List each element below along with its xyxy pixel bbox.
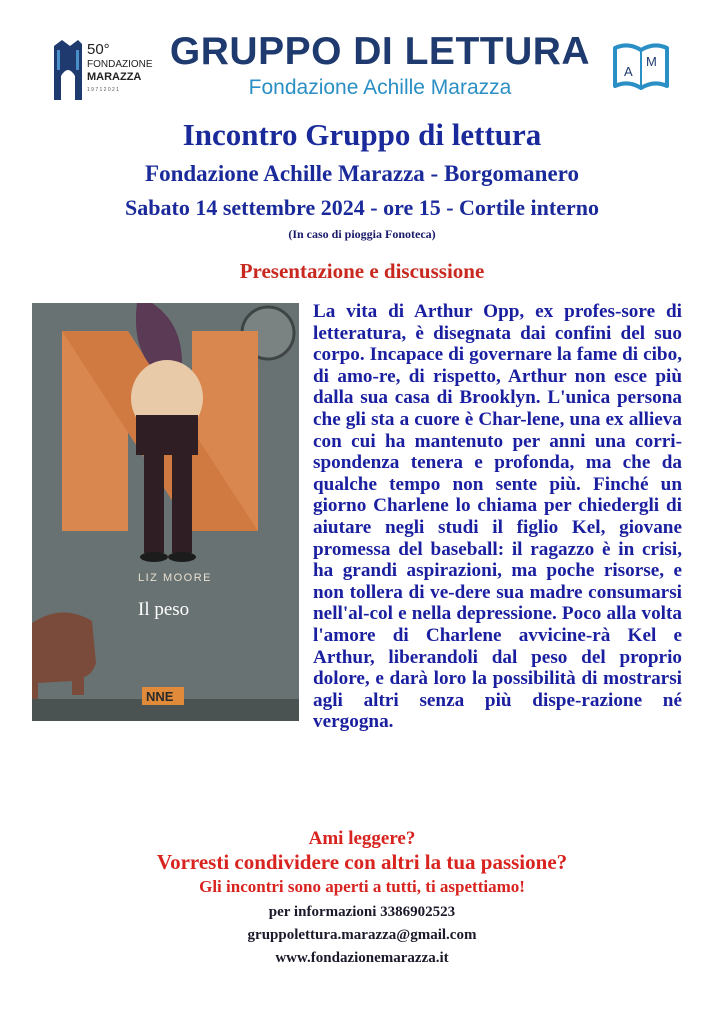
cover-title: Il peso (138, 599, 190, 620)
event-title: Incontro Gruppo di lettura (182, 117, 542, 152)
event-rain-note: (In caso di pioggia Fonoteca) (288, 227, 436, 241)
open-book-logo (612, 40, 670, 94)
header-subtitle: Fondazione Achille Marazza (248, 76, 512, 99)
cover-publisher: NNE (146, 689, 174, 704)
presentation-heading: Presentazione e discussione (239, 259, 485, 283)
fondazione-marazza-50-logo (52, 36, 156, 102)
logo-letter-a: A (624, 64, 633, 79)
logo-line2: MARAZZA (87, 71, 142, 83)
logo-line1: FONDAZIONE (87, 59, 153, 70)
logo-years: 1 9 7 1 2 0 2 1 (87, 87, 119, 93)
footer-share-passion: Vorresti condividere con altri la tua passione? (156, 850, 568, 874)
footer-open-invitation: Gli incontri sono aperti a tutti, ti aspettiamo! (199, 877, 525, 896)
event-date: Sabato 14 settembre 2024 - ore 15 - Cortile interno (125, 195, 599, 220)
footer-question: Ami leggere? (308, 828, 416, 849)
logo-anniversary: 50° (87, 41, 110, 58)
header-title: GRUPPO DI LETTURA (169, 30, 591, 73)
open-book-icon (612, 40, 670, 94)
cover-author: LIZ MOORE (138, 572, 213, 584)
event-location: Fondazione Achille Marazza - Borgomanero (145, 161, 579, 186)
footer-phone-info: per informazioni 3386902523 (268, 904, 456, 920)
footer-website: www.fondazionemarazza.it (275, 950, 449, 966)
footer-email: gruppolettura.marazza@gmail.com (247, 927, 477, 943)
book-description-block (32, 301, 682, 753)
building-arch-icon (52, 36, 156, 102)
logo-letter-m: M (646, 54, 657, 69)
cover-float-spacer (32, 301, 313, 753)
book-description: La vita di Arthur Opp, ex profes-sore di letteratura, è disegnata dai confini del suo corpo. Incapace di governare la fame di cibo, di amo-re, di rispetto, Arthur non esce più dalla sua casa di Brooklyn. L'unica persona che gli sta a cuore è Char-lene, una ex allieva con cui ha mantenuto per anni una corri-spondenza tenera e profonda, ma che da qualche tempo non sente più. Finché un giorno Charlene lo chiama per chiedergli di aiutare negli studi il figlio Kel, giovane promessa del baseball: il ragazzo è in crisi, ha grandi aspirazioni, ma poche risorse, e non tollera di ve-dere sua madre consumarsi nell'al-col e nella depressione. Poco alla volta l'amore di Charlene avvicine-rà Kel e Arthur, liberandoli dal peso del proprio dolore, e darà loro la possibilità di mostrarsi agli altri senza più dispe-razione né vergogna. (313, 301, 682, 733)
